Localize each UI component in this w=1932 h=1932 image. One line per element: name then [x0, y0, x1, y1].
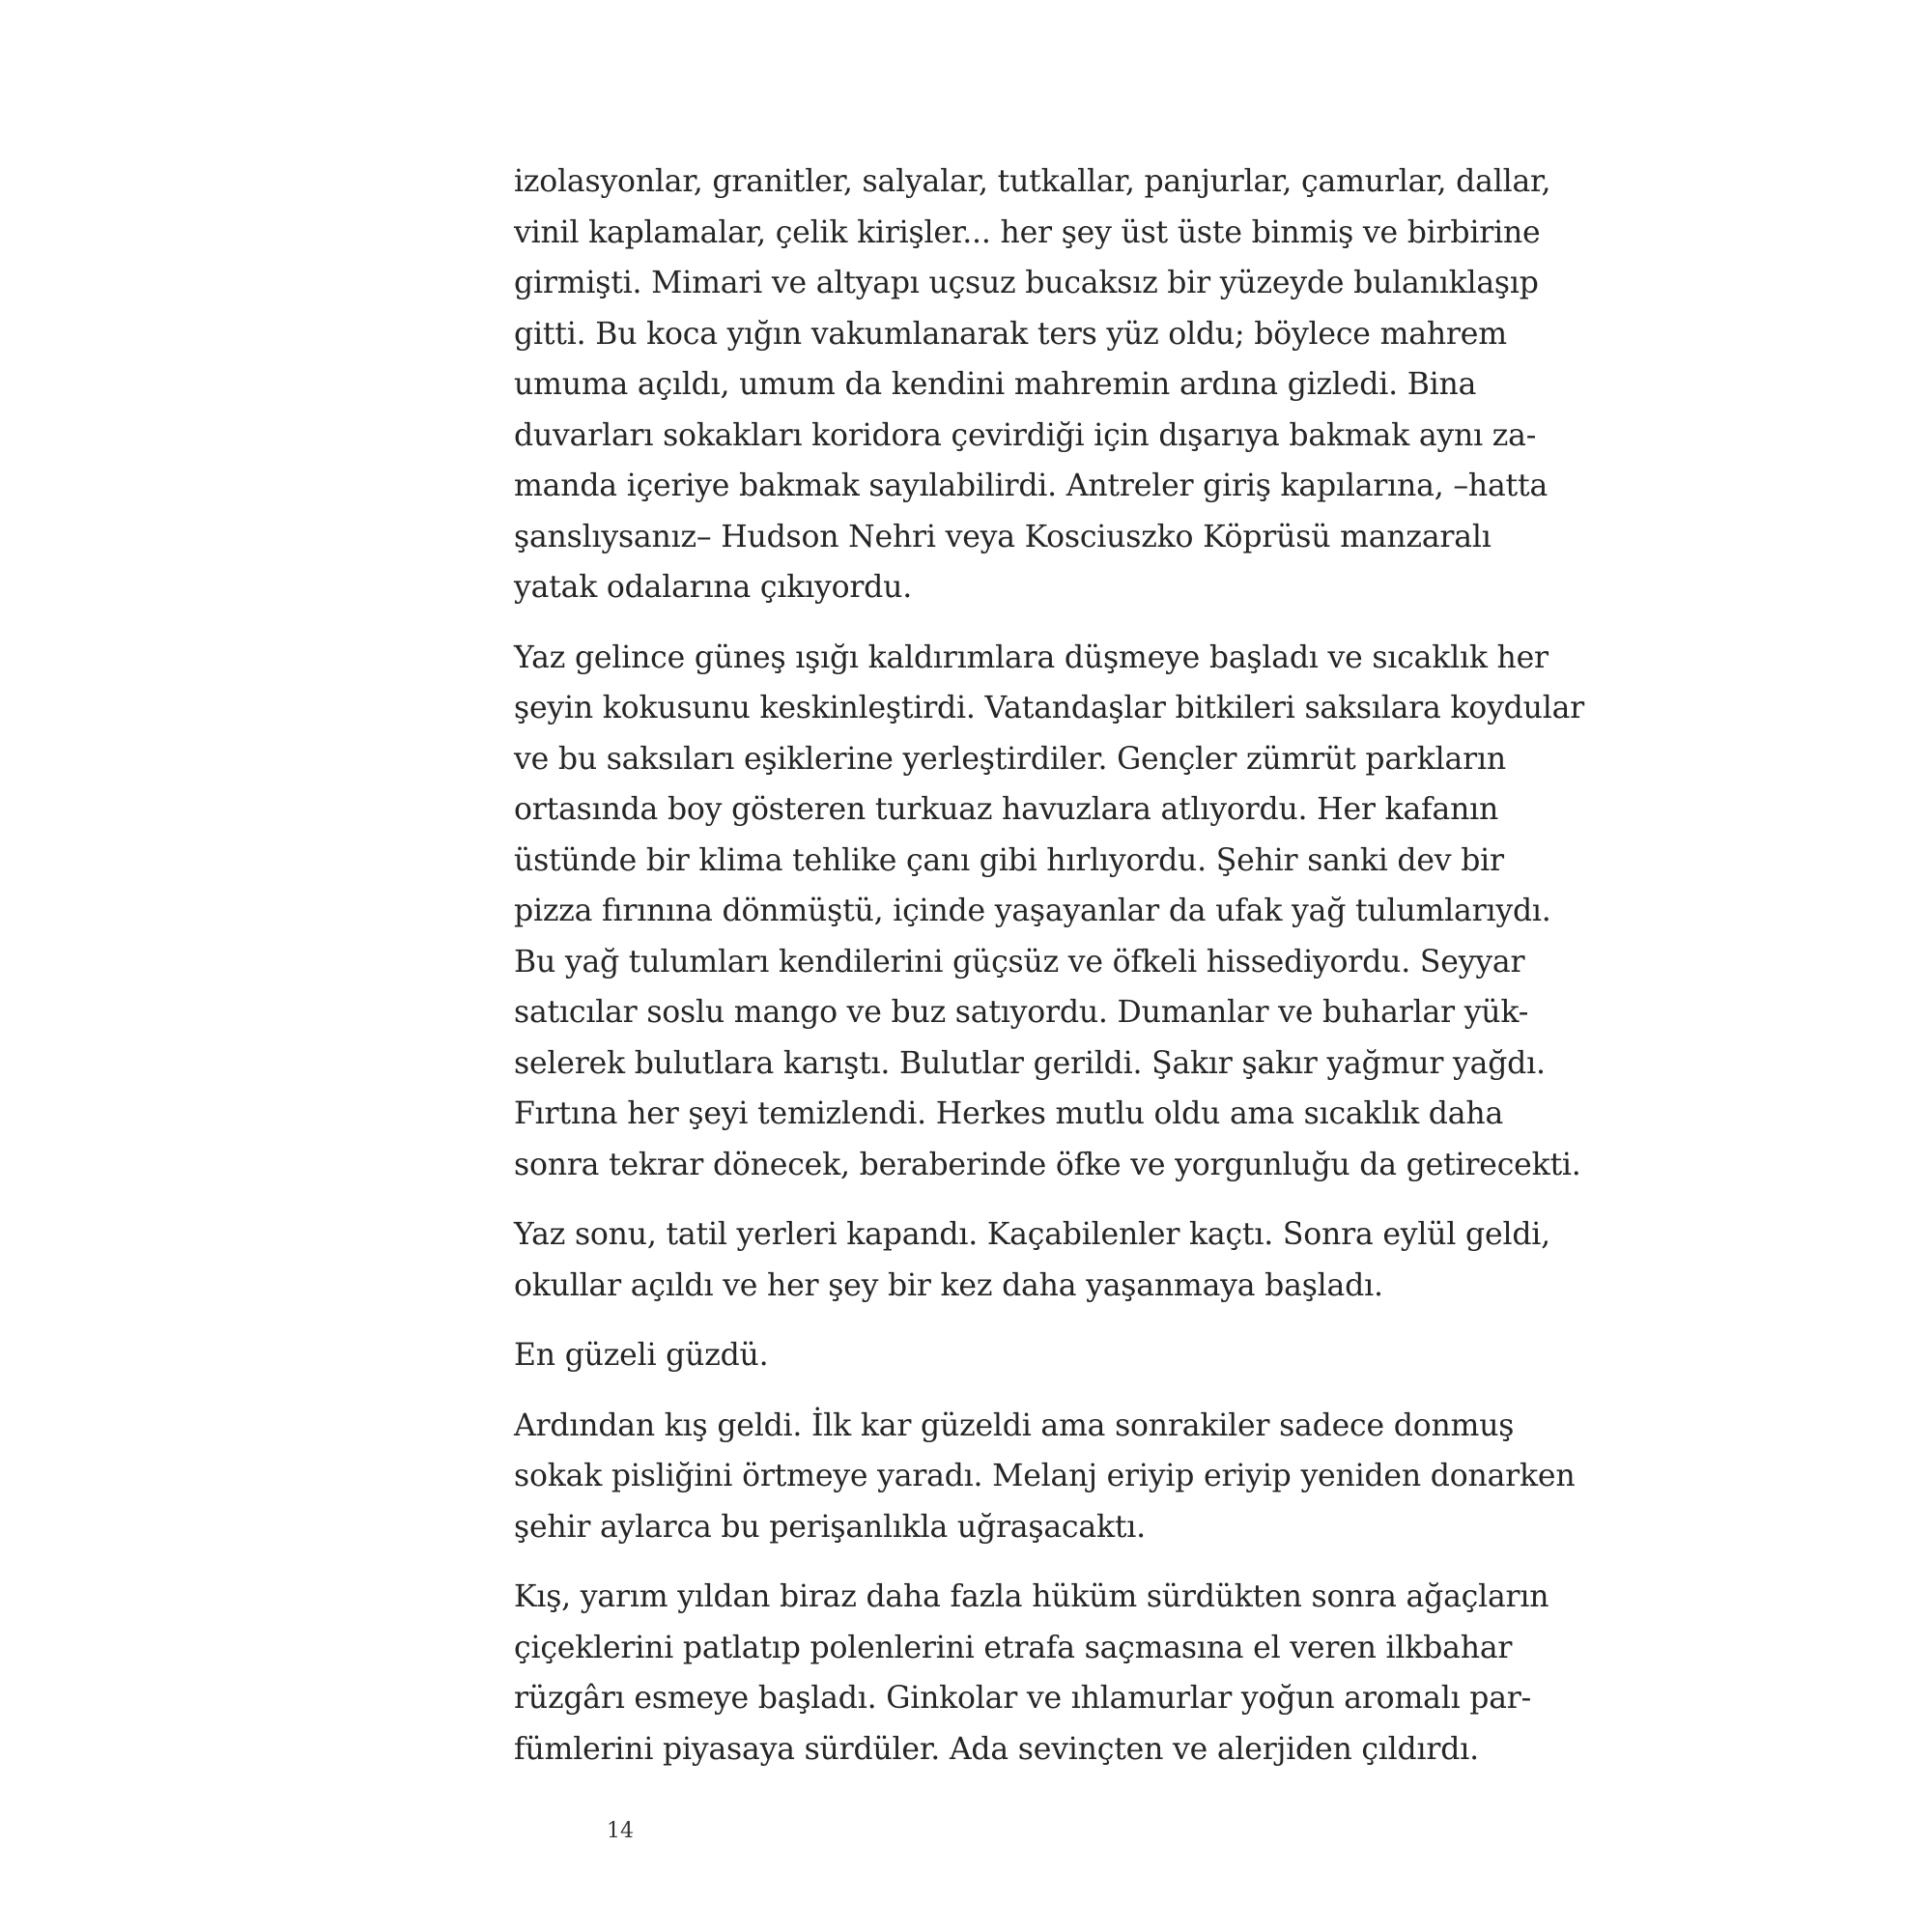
text-line: sonra tekrar dönecek, beraberinde öfke ve yorgunluğu da getirecekti.: [514, 1147, 1581, 1182]
text-line: okullar açıldı ve her şey bir kez daha yaşanmaya başladı.: [514, 1267, 1383, 1303]
page-number: 14: [607, 1819, 634, 1843]
text-line: yatak odalarına çıkıyordu.: [514, 570, 913, 605]
text-line: Ardından kış geldi. İlk kar güzeldi ama sonrakiler sadece donmuş: [514, 1407, 1515, 1443]
paragraph-gap: [514, 1311, 1432, 1330]
text-line: şanslıysanız– Hudson Nehri veya Kosciuszko Köprüsü manzaralı: [514, 519, 1492, 554]
text-line: Bu yağ tulumları kendilerini güçsüz ve öfkeli hissediyordu. Seyyar: [514, 944, 1525, 980]
text-line: ortasında boy gösteren turkuaz havuzlara atlıyordu. Her kafanın: [514, 792, 1499, 827]
text-line: fümlerini piyasaya sürdüler. Ada sevinçten ve alerjiden çıldırdı.: [514, 1731, 1479, 1767]
text-line: çiçeklerini patlatıp polenlerini etrafa saçmasına el veren ilkbahar: [514, 1630, 1513, 1665]
text-line: Kış, yarım yıldan biraz daha fazla hüküm sürdükten sonra ağaçların: [514, 1579, 1549, 1614]
text-line: izolasyonlar, granitler, salyalar, tutkallar, panjurlar, çamurlar, dallar,: [514, 164, 1551, 199]
text-line: rüzgârı esmeye başladı. Ginkolar ve ıhlamurlar yoğun aromalı par-: [514, 1681, 1532, 1716]
text-line: pizza fırınına dönmüştü, içinde yaşayanlar da ufak yağ tulumlarıydı.: [514, 894, 1551, 928]
text-line: manda içeriye bakmak sayılabilirdi. Antreler giriş kapılarına, –hatta: [514, 469, 1548, 503]
paragraph: [514, 1572, 1549, 1775]
text-line: ve bu saksıları eşiklerine yerleştirdiler. Gençler zümrüt parkların: [514, 741, 1506, 777]
text-line: gitti. Bu koca yığın vakumlanarak ters yüz oldu; böylece mahrem: [514, 316, 1507, 352]
paragraph: [514, 633, 1585, 1191]
body-text: [514, 156, 1585, 1775]
text-line: Fırtına her şeyi temizlendi. Herkes mutlu oldu ama sıcaklık daha: [514, 1096, 1504, 1131]
text-line: duvarları sokakları koridora çevirdiği için dışarıya bakmak aynı za-: [514, 417, 1537, 453]
text-line: umuma açıldı, umum da kendini mahremin ardına gizledi. Bina: [514, 367, 1477, 402]
text-line: En güzeli güzdü.: [514, 1338, 769, 1373]
paragraph-gap: [514, 613, 1432, 633]
paragraph: [514, 1401, 1576, 1553]
text-line: şehir aylarca bu perişanlıkla uğraşacaktı.: [514, 1509, 1146, 1545]
text-line: Yaz sonu, tatil yerleri kapandı. Kaçabilenler kaçtı. Sonra eylül geldi,: [514, 1217, 1550, 1252]
text-line: üstünde bir klima tehlike çanı gibi hırlıyordu. Şehir sanki dev bir: [514, 842, 1504, 878]
text-line: sokak pisliğini örtmeye yaradı. Melanj eriyip eriyip yeniden donarken: [514, 1459, 1576, 1493]
text-line: satıcılar soslu mango ve buz satıyordu. Dumanlar ve buharlar yük-: [514, 995, 1529, 1030]
text-line: girmişti. Mimari ve altyapı uçsuz bucaksız bir yüzeyde bulanıklaşıp: [514, 266, 1539, 300]
text-line: şeyin kokusunu keskinleştirdi. Vatandaşlar bitkileri saksılara koydular: [514, 691, 1585, 725]
paragraph-gap: [514, 1552, 1432, 1572]
paragraph: [514, 156, 1551, 613]
paragraph: [514, 1209, 1550, 1311]
text-line: selerek bulutlara karıştı. Bulutlar gerildi. Şakır şakır yağmur yağdı.: [514, 1045, 1546, 1081]
paragraph-gap: [514, 1190, 1432, 1209]
text-line: Yaz gelince güneş ışığı kaldırımlara düşmeye başladı ve sıcaklık her: [514, 639, 1548, 675]
text-line: vinil kaplamalar, çelik kirişler... her şey üst üste binmiş ve birbirine: [514, 214, 1541, 250]
paragraph: [514, 1330, 1432, 1381]
paragraph-gap: [514, 1381, 1432, 1401]
